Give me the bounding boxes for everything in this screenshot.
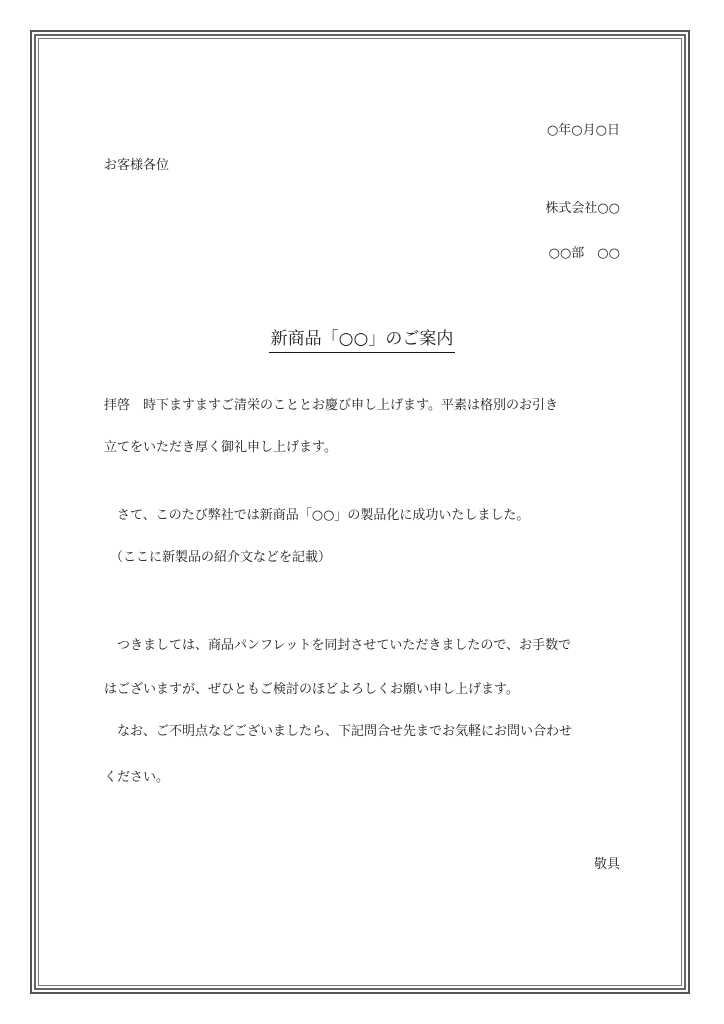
letter-title (0, 328, 724, 353)
body-line-4: （ここに新製品の紹介文などを記載） (110, 550, 332, 565)
body-line-1: 拝啓 時下ますますご清栄のこととお慶び申し上げます。平素は格別のお引き (104, 398, 558, 413)
body-line-5: つきましては、商品パンフレットを同封させていただきましたので、お手数で (117, 638, 572, 653)
sender-department: ○○部 ○○ (548, 246, 620, 261)
body-line-8: ください。 (104, 770, 170, 785)
body-line-6: はございますが、ぜひともご検討のほどよろしくお願い申し上げます。 (104, 682, 519, 697)
letter-closing: 敬具 (593, 857, 620, 872)
body-line-7: なお、ご不明点などございましたら、下記問合せ先までお気軽にお問い合わせ (117, 724, 573, 739)
body-line-3: さて、このたび弊社では新商品「○○」の製品化に成功いたしました。 (117, 508, 530, 523)
body-line-2: 立てをいただき厚く御礼申し上げます。 (104, 440, 337, 455)
letter-recipient: お客様各位 (104, 158, 170, 173)
letter-date: ○年○月○日 (546, 123, 620, 138)
sender-company: 株式会社○○ (545, 201, 620, 216)
letter-title-text: 新商品「○○」のご案内 (269, 328, 456, 353)
